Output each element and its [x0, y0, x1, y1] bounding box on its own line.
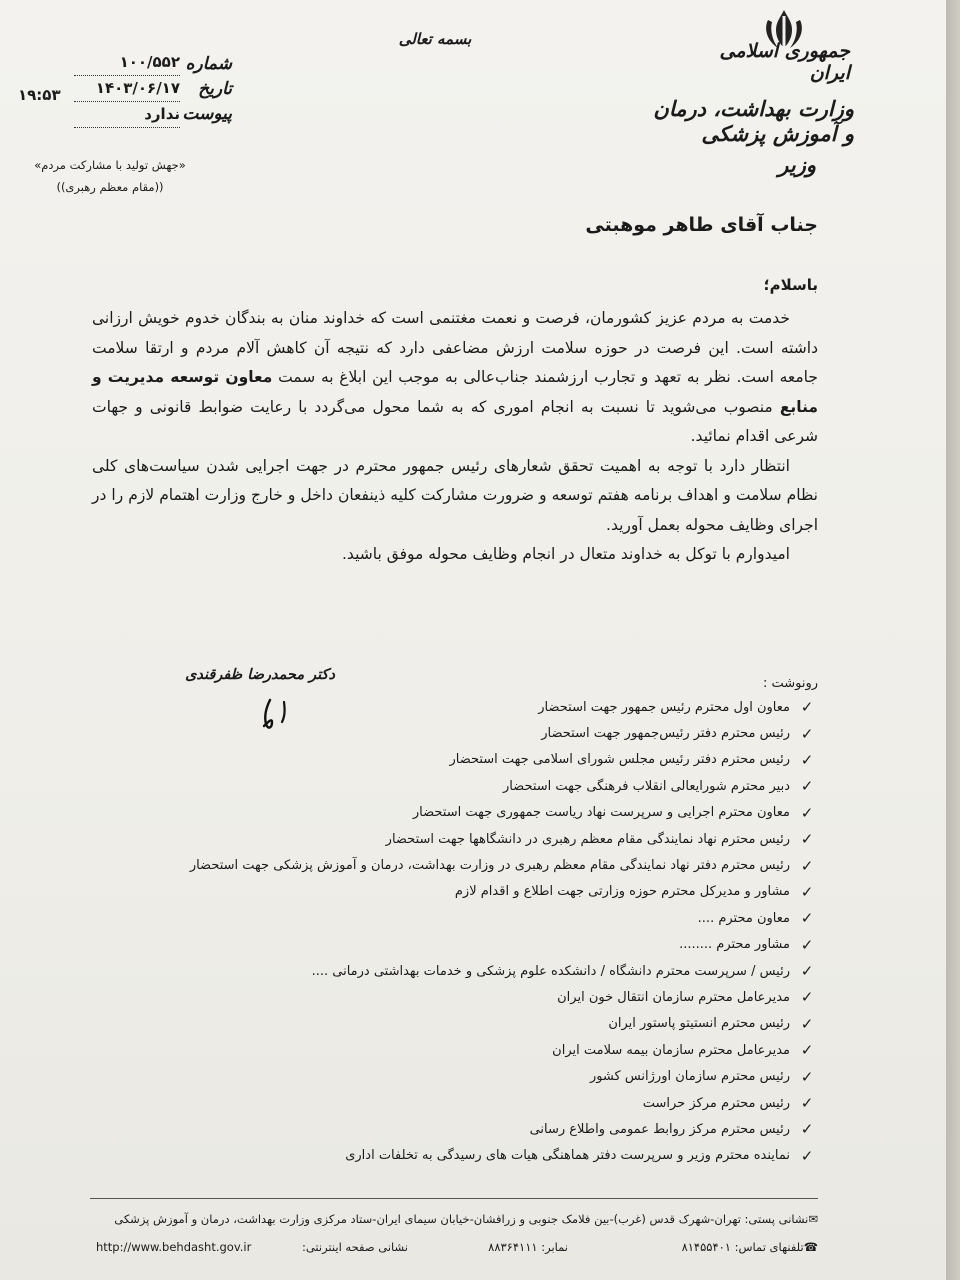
greeting: باسلام؛ [763, 276, 818, 294]
cc-item-text: رئیس محترم مرکز روابط عمومی واطلاع رسانی [529, 1121, 790, 1137]
footer-web-label: نشانی صفحه اینترنتی: [301, 1240, 408, 1254]
ministry-title-line1: جمهوری اسلامی ایران [719, 40, 850, 84]
meta-values [74, 50, 180, 128]
letter-date: ۱۴۰۳/۰۶/۱۷ [74, 76, 180, 102]
check-icon: ✓ [800, 882, 814, 901]
cc-item-text: رئیس محترم سازمان اورژانس کشور [589, 1069, 790, 1085]
slogan-line2: ((مقام معظم رهبری)) [56, 180, 164, 194]
cc-item [270, 984, 818, 1010]
check-icon: ✓ [800, 724, 814, 743]
cc-item [270, 1143, 818, 1169]
letter-attachment: ندارد [74, 102, 180, 128]
position-title: معاون توسعه مدیریت و منابع [92, 368, 818, 416]
cc-item-text: رئیس محترم انستیتو پاستور ایران [608, 1016, 790, 1032]
cc-item-text: رئیس / سرپرست محترم دانشگاه / دانشکده علوم پزشکی و خدمات بهداشتی درمانی .... [311, 963, 790, 979]
cc-item [270, 694, 818, 720]
footer-address [90, 1212, 818, 1226]
addressee: جناب آقای طاهر موهبتی [585, 214, 818, 236]
cc-item [189, 852, 818, 878]
date-label: تاریخ [198, 79, 232, 99]
check-icon: ✓ [800, 1094, 814, 1113]
cc-item-text: معاون محترم اجرایی و سرپرست نهاد ریاست جمهوری جهت استحضار [412, 805, 790, 821]
cc-item-text: معاون اول محترم رئیس جمهور جهت استحضار [538, 699, 790, 715]
check-icon: ✓ [800, 1041, 814, 1060]
cc-item [270, 905, 818, 931]
check-icon: ✓ [800, 777, 814, 796]
cc-item [270, 1063, 818, 1089]
cc-item-text: رئیس محترم دفتر رئیس مجلس شورای اسلامی جهت استحضار [449, 752, 790, 768]
paper-edge [946, 0, 960, 1280]
signer-name: دکتر محمدرضا ظفرقندی [185, 666, 335, 683]
cc-item-text: معاون محترم .... [697, 910, 790, 926]
cc-item-text: مدیرعامل محترم سازمان انتقال خون ایران [557, 989, 790, 1005]
letter-number: ۱۰۰/۵۵۲ [74, 50, 180, 76]
cc-item-text: مشاور محترم ........ [679, 937, 790, 953]
phone-icon: ☎ [803, 1240, 818, 1254]
check-icon: ✓ [800, 909, 814, 928]
paragraph-1-b: منصوب می‌شوید تا نسبت به انجام اموری که به شما محول می‌گردد با رعایت ضوابط قانونی و جهات شرعی اقدام نمائید. [92, 397, 818, 445]
footer-fax: نمابر: ۸۸۳۶۴۱۱۱ [488, 1240, 568, 1254]
slogan [20, 154, 200, 198]
cc-title: رونوشت : [762, 676, 818, 691]
cc-item-text: رئیس محترم دفتر رئیس‌جمهور جهت استحضار [541, 726, 790, 742]
cc-item [270, 879, 818, 905]
basmala: بسمه تعالی [398, 30, 472, 48]
check-icon: ✓ [800, 1067, 814, 1086]
paragraph-2: انتظار دارد با توجه به اهمیت تحقق شعارهای رئیس جمهور محترم در جهت اجرایی شدن سیاست‌های کلی نظام سلامت و اهداف برنامه هفتم توسعه و ضرورت مشارکت کلیه ذینفعان داخل و خارج وزارت اهتمام لازم را در اجرای وظایف محوله بعمل آورید. [92, 456, 818, 534]
cc-item [270, 720, 818, 746]
cc-item [270, 747, 818, 773]
office-title: وزیر [778, 152, 816, 177]
check-icon: ✓ [800, 698, 814, 717]
letter-time: ۱۹:۵۳ [18, 86, 61, 104]
attachment-label: پیوست [182, 104, 232, 124]
ministry-title-line2: وزارت بهداشت، درمان و آموزش پزشکی [653, 96, 854, 146]
cc-item-text: مشاور و مدیرکل محترم حوزه وزارتی جهت اطلاع و اقدام لازم [454, 884, 790, 900]
meta-labels [180, 52, 232, 127]
check-icon: ✓ [800, 830, 814, 849]
cc-item-text: رئیس محترم مرکز حراست [642, 1095, 790, 1111]
postal-icon: ✉ [808, 1212, 818, 1226]
cc-item-text: مدیرعامل محترم سازمان بیمه سلامت ایران [552, 1042, 790, 1058]
check-icon: ✓ [800, 988, 814, 1007]
check-icon: ✓ [800, 1014, 814, 1033]
cc-item [270, 958, 818, 984]
number-label: شماره [185, 54, 232, 74]
cc-item [270, 1011, 818, 1037]
cc-item [270, 932, 818, 958]
cc-item [270, 1090, 818, 1116]
footer-phone [682, 1240, 818, 1254]
check-icon: ✓ [800, 935, 814, 954]
footer-contacts [90, 1240, 818, 1260]
cc-item-text: رئیس محترم نهاد نمایندگی مقام معظم رهبری در دانشگاهها جهت استحضار [385, 831, 790, 847]
cc-item [270, 773, 818, 799]
check-icon: ✓ [800, 962, 814, 981]
check-icon: ✓ [800, 1120, 814, 1139]
cc-item [270, 1116, 818, 1142]
cc-item-text: نماینده محترم وزیر و سرپرست دفتر هماهنگی هیات های رسیدگی به تخلفات اداری [345, 1148, 790, 1164]
check-icon: ✓ [800, 856, 814, 875]
cc-item [270, 826, 818, 852]
paragraph-1 [92, 304, 818, 452]
cc-item [270, 800, 818, 826]
cc-item-text: رئیس محترم دفتر نهاد نمایندگی مقام معظم رهبری در وزارت بهداشت، درمان و آموزش پزشکی جهت استحضار [189, 858, 790, 874]
check-icon: ✓ [800, 750, 814, 769]
slogan-line1: «جهش تولید با مشارکت مردم» [34, 158, 186, 172]
cc-item-text: دبیر محترم شورایعالی انقلاب فرهنگی جهت استحضار [502, 778, 790, 794]
paragraph-3: امیدوارم با توکل به خداوند متعال در انجام وظایف محوله موفق باشید. [342, 545, 790, 563]
cc-list [189, 694, 818, 1169]
footer-url[interactable]: http://www.behdasht.gov.ir [96, 1240, 252, 1254]
footer-phone-text: تلفنهای تماس: ۸۱۴۵۵۴۰۱ [681, 1240, 804, 1254]
check-icon: ✓ [800, 803, 814, 822]
paragraph-1-a: خدمت به مردم عزیز کشورمان، فرصت و نعمت مغتنمی است که خداوند منان به بندگان خدوم خویش ارزانی داشته است. این فرصت در حوزه سلامت ارزش مضاعفی دارد که نتیجه آن کاهش آلام مردم و ارتقا سلامت جامعه است. نظر به تعهد و تجارب ارزشمند جناب‌عالی به موجب این ابلاغ به سمت [92, 309, 818, 386]
cc-item [270, 1037, 818, 1063]
footer-address-text: نشانی پستی: تهران-شهرک قدس (غرب)-بین فلامک جنوبی و زرافشان-خیابان سیمای ایران-ستاد مرکزی وزارت بهداشت، درمان و آموزش پزشکی [114, 1212, 809, 1226]
check-icon: ✓ [800, 1146, 814, 1165]
letter-body [92, 304, 818, 570]
